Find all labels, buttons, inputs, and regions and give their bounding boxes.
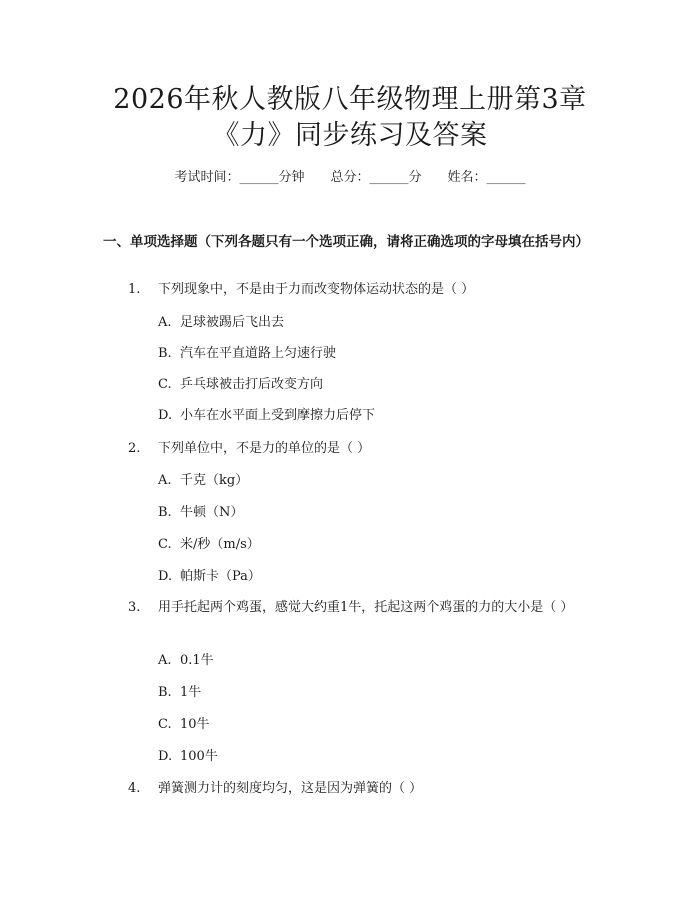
option-1a (158, 314, 284, 332)
option-text: 米/秒（m/s） (180, 537, 260, 552)
option-letter: B. (158, 346, 172, 361)
exam-time: 考试时间：______分钟 (174, 170, 305, 185)
option-letter: C. (158, 717, 172, 732)
option-letter: D. (158, 408, 173, 423)
option-letter: A. (158, 315, 172, 330)
question-3 (103, 599, 583, 617)
option-letter: B. (158, 685, 172, 700)
option-letter: A. (158, 653, 172, 668)
option-2b (158, 504, 243, 522)
question-text: 下列现象中，不是由于力而改变物体运动状态的是（ ） (158, 282, 475, 297)
question-text: 用手托起两个鸡蛋，感觉大约重1牛，托起这两个鸡蛋的力的大小是（ ） (158, 600, 574, 615)
question-text: 弹簧测力计的刻度均匀，这是因为弹簧的（ ） (158, 781, 423, 796)
option-text: 小车在水平面上受到摩擦力后停下 (180, 408, 376, 423)
option-text: 100牛 (180, 749, 218, 764)
question-number: 4. (128, 781, 141, 796)
option-letter: C. (158, 537, 172, 552)
option-3c (158, 716, 210, 734)
option-letter: D. (158, 569, 173, 584)
option-1b (158, 345, 336, 363)
option-2c (158, 536, 260, 554)
option-text: 汽车在平直道路上匀速行驶 (180, 346, 337, 361)
option-1c (158, 376, 323, 394)
option-letter: B. (158, 505, 172, 520)
question-4 (128, 780, 422, 798)
option-letter: A. (158, 473, 172, 488)
title-line-1: 2026年秋人教版八年级物理上册第3章 (113, 84, 587, 115)
option-3a (158, 652, 214, 670)
question-2 (128, 440, 370, 458)
exam-score: 总分：______分 (330, 170, 422, 185)
option-text: 帕斯卡（Pa） (180, 569, 261, 584)
option-1d (158, 407, 375, 425)
option-text: 乒乓球被击打后改变方向 (180, 377, 324, 392)
question-number: 3. (128, 600, 141, 615)
option-3d (158, 748, 218, 766)
option-2a (158, 472, 248, 490)
title-line-2: 《力》同步练习及答案 (212, 120, 488, 151)
exam-info (0, 169, 700, 187)
exam-name: 姓名：______ (447, 170, 526, 185)
option-text: 10牛 (180, 717, 210, 732)
question-text: 下列单位中，不是力的单位的是（ ） (158, 441, 371, 456)
section-heading: 一、单项选择题（下列各题只有一个选项正确，请将正确选项的字母填在括号内） (103, 234, 589, 250)
option-text: 牛顿（N） (180, 505, 244, 520)
option-text: 千克（kg） (180, 473, 249, 488)
question-1 (128, 281, 474, 299)
option-3b (158, 684, 201, 702)
option-text: 足球被踢后飞出去 (180, 315, 285, 330)
option-letter: D. (158, 749, 173, 764)
option-2d (158, 568, 261, 586)
option-text: 1牛 (180, 685, 202, 700)
option-letter: C. (158, 377, 172, 392)
option-text: 0.1牛 (180, 653, 214, 668)
question-number: 1. (128, 282, 141, 297)
question-number: 2. (128, 441, 141, 456)
